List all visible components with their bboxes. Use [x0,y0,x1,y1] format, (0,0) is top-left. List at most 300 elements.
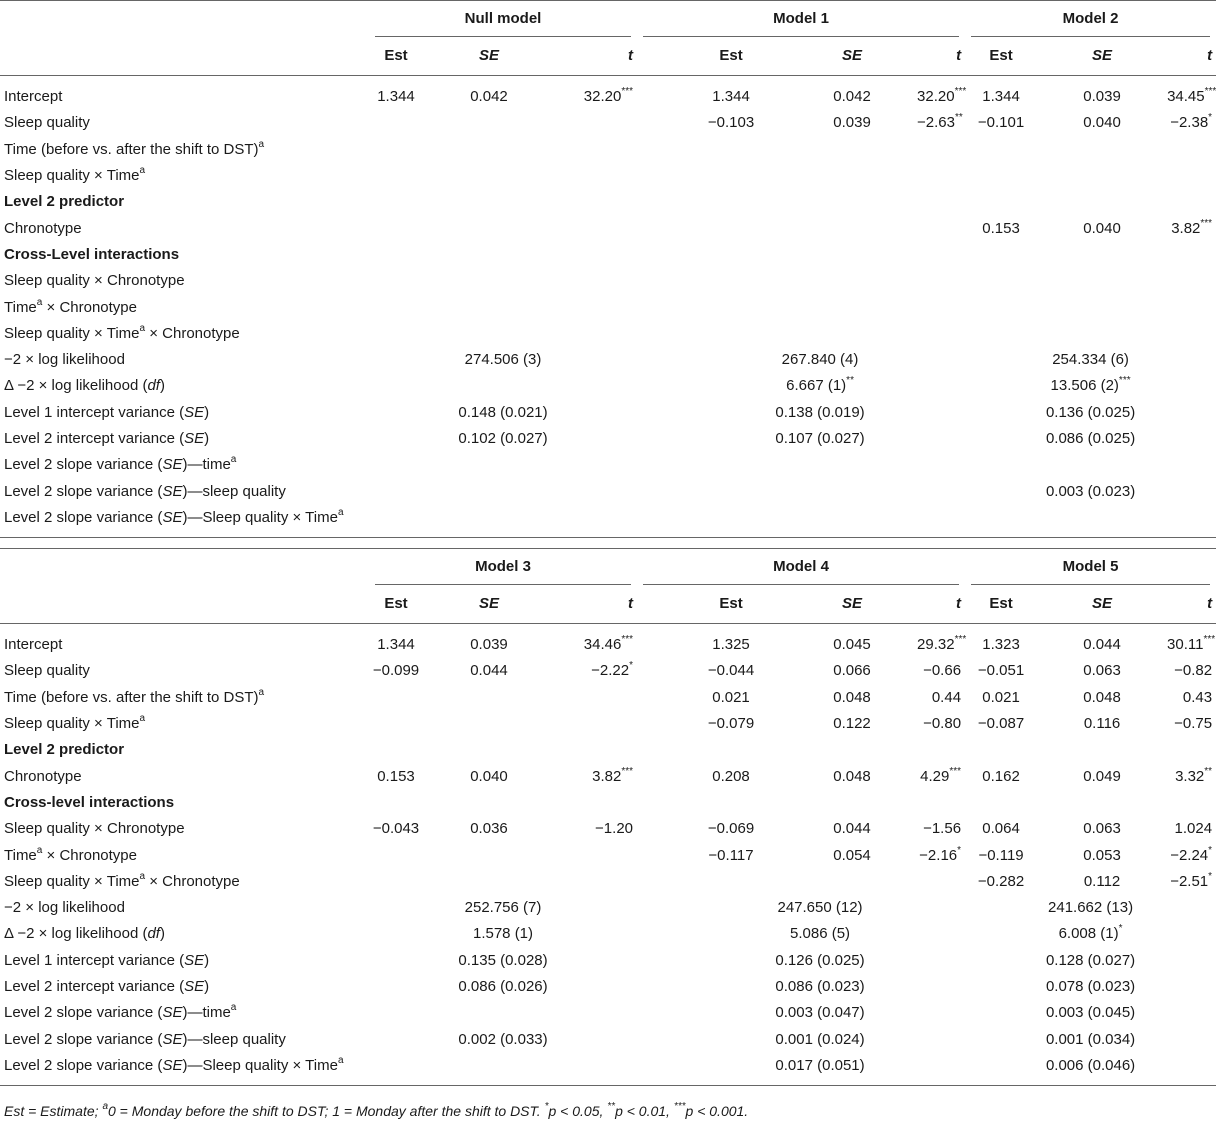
t-value [555,294,637,320]
t-value [917,790,965,816]
se-value [423,685,555,711]
t-value [1167,842,1216,868]
row-label-text: Level 2 intercept variance ( [4,978,185,995]
significance-marker: ** [1204,765,1213,777]
row-label-text: Sleep quality × Time [4,872,140,890]
t-value [1167,189,1216,215]
est-value [675,137,787,163]
model-heading-rule [643,36,959,37]
gap-cell [637,816,675,842]
est-value: 0.208 [712,767,750,785]
fit-value [675,505,965,531]
est-value: 1.344 [712,88,750,106]
row-label [0,685,369,711]
row-label-text: Level 2 intercept variance ( [4,430,185,447]
fit-value-text: 254.334 (6) [1052,351,1129,369]
t-value [917,163,965,189]
est-value: 0.064 [982,820,1020,838]
gap-cell [637,842,675,868]
table-row [0,790,1216,816]
row-label [0,869,369,895]
gap-cell [637,110,675,136]
se-value [423,137,555,163]
t-value [1167,658,1216,684]
table-row [0,110,1216,136]
se-value [423,737,555,763]
fit-value-text: 0.102 (0.027) [458,430,548,447]
col-est: Est [965,37,1037,76]
t-value [1167,685,1216,711]
t-value [555,321,637,347]
model-heading-label: Model 2 [1062,10,1119,27]
t-value [1167,321,1216,347]
footnote-marker: a [230,454,237,466]
row-label [0,737,369,763]
fit-value-text: 6.667 (1) [786,377,847,395]
row-label [0,321,369,347]
gap-cell [637,658,675,684]
t-value [1167,869,1216,895]
fit-value [369,347,637,373]
t-value [555,842,637,868]
t-value [917,632,965,658]
t-value-text: −0.82 [1174,662,1213,680]
est-value: −0.044 [707,662,755,680]
gap-cell [637,84,675,110]
t-value-text: −2.24 [1170,846,1209,864]
t-value-text: −2.63 [917,114,955,132]
table-row [0,400,1216,426]
t-value [1167,737,1216,763]
fit-value-text: 252.756 (7) [464,899,542,917]
row-label-end: ) [204,430,210,447]
model-heading-label: Model 1 [773,10,829,27]
corner-cell [0,37,369,76]
row-label-end: ) [159,925,165,943]
fit-value-text: 5.086 (5) [790,925,851,943]
fit-value [675,452,965,478]
fit-value-text: 0.006 (0.046) [1045,1056,1136,1074]
gap-cell [637,948,675,974]
est-value: −0.087 [977,715,1025,733]
gap-cell [637,632,675,658]
fit-value-text: 0.126 (0.025) [775,951,865,969]
se-value [1037,163,1167,189]
significance-marker: *** [1118,375,1131,387]
t-value [1167,215,1216,241]
fit-value [965,974,1216,1000]
se-value: 0.063 [1083,820,1121,838]
row-label-text: Time (before vs. after the shift to DST) [4,140,259,158]
est-value [965,189,1037,215]
est-value: −0.282 [977,872,1025,890]
row-label-text: Cross-level interactions [4,793,175,811]
est-value [965,790,1037,816]
gap-cell [637,189,675,215]
row-label-text: Sleep quality [4,114,90,132]
se-value [787,242,917,268]
row-label-end: )—time [182,456,231,474]
est-value: −0.079 [707,715,755,733]
fit-value [675,1000,965,1026]
row-label-italic: df [147,377,160,395]
t-value-text: −0.80 [923,715,962,733]
row-label-italic: SE [162,1056,183,1074]
table-row [0,478,1216,504]
fit-value-text: 0.003 (0.023) [1045,482,1136,500]
fit-value [369,948,637,974]
row-label-text: Sleep quality × Chronotype [4,272,185,290]
row-label-text: Sleep quality × Chronotype [4,820,185,838]
est-value: −0.101 [977,114,1025,132]
footnote-marker: a [36,844,43,856]
fit-value-text: 0.003 (0.047) [775,1004,865,1022]
t-value-text: 4.29 [920,767,950,785]
corner-cell [0,585,369,624]
row-label-text: Time [4,298,37,316]
est-value: 1.325 [712,636,750,654]
se-value [423,110,555,136]
est-value [675,242,787,268]
row-label-text: Level 2 predictor [4,741,125,759]
t-value [1167,790,1216,816]
fit-value-text: 0.086 (0.026) [458,978,548,995]
col-est: Est [965,585,1037,624]
est-value: 1.344 [377,88,415,106]
t-value [555,268,637,294]
se-value: 0.054 [833,846,871,864]
fit-value [675,974,965,1000]
fit-value [675,1026,965,1052]
table-row [0,685,1216,711]
table-row [0,632,1216,658]
se-value [787,189,917,215]
se-value [787,268,917,294]
row-label-suffix: × Chronotype [42,298,137,316]
row-label-text: Level 2 slope variance ( [4,456,163,474]
t-value [555,869,637,895]
se-value [423,294,555,320]
model-heading-label: Model 3 [475,558,531,575]
fit-value [369,426,637,452]
row-label-text: Level 2 predictor [4,193,125,211]
row-label [0,790,369,816]
t-value-text: 0.44 [931,688,962,706]
row-label-italic: SE [162,1004,183,1022]
significance-marker: * [1208,870,1213,882]
t-value [555,242,637,268]
table-row [0,948,1216,974]
est-value: −0.117 [708,846,754,864]
se-value: 0.036 [470,820,508,838]
fit-value [965,478,1216,504]
row-label-italic: SE [184,403,205,421]
significance-marker: *** [954,86,967,98]
model-heading-rule [971,36,1210,37]
table-row [0,869,1216,895]
col-t: t [1167,37,1216,76]
se-value [1037,321,1167,347]
t-value [1167,632,1216,658]
row-label-text: Sleep quality × Time [4,715,140,733]
t-value-text: −0.75 [1174,715,1213,733]
se-value: 0.044 [1083,636,1121,654]
t-value [917,737,965,763]
est-value [675,215,787,241]
est-value [369,869,423,895]
row-label-text: Level 2 slope variance ( [4,508,163,526]
significance-marker: ** [846,375,854,387]
t-value-text: −2.38 [1170,114,1209,132]
fit-value [965,452,1216,478]
row-label-end: )—Sleep quality × Time [182,508,338,526]
model-heading [965,549,1216,586]
est-value: 1.344 [982,88,1020,106]
fit-value-text: 0.135 (0.028) [458,951,548,969]
est-value: 1.323 [982,636,1020,654]
t-value-text: 3.82 [1171,219,1201,237]
col-se: SE [1037,37,1167,76]
significance-marker: *** [621,765,634,777]
se-value [787,163,917,189]
table1-body [0,84,1216,538]
fit-value [965,948,1216,974]
model-heading [637,1,965,38]
t-value [1167,137,1216,163]
row-label-text: Sleep quality × Time [4,324,140,342]
fit-value-text: 0.148 (0.021) [458,403,548,421]
fit-value-text: 1.578 (1) [472,925,534,943]
t-value-text: 0.43 [1182,688,1213,706]
row-label-text: Time [4,846,37,864]
t-value [917,294,965,320]
row-label [0,163,369,189]
fit-value-text: 247.650 (12) [777,899,863,917]
significance-marker: *** [949,765,962,777]
est-value [369,790,423,816]
footnote-marker: a [230,1002,237,1014]
t-value-text: 32.20 [583,88,622,106]
model-heading-rule [375,584,631,585]
col-t: t [917,37,965,76]
bottom-rule [0,531,1216,538]
table-row [0,1053,1216,1079]
fit-value [369,373,637,399]
results-table-part2 [0,548,1216,1086]
model-heading-label: Null model [464,10,542,27]
footnote-marker: a [258,686,265,698]
est-value [675,163,787,189]
col-t: t [917,585,965,624]
fit-value-text: 13.506 (2) [1050,377,1119,395]
row-label [0,763,369,789]
se-value [423,268,555,294]
t-value-text: 32.20 [917,88,955,106]
gap-cell [637,426,675,452]
footnote-marker: a [139,713,146,725]
gap-cell [637,1053,675,1079]
se-value: 0.039 [833,114,871,132]
col-se: SE [423,585,555,624]
fit-value [369,974,637,1000]
est-value [369,842,423,868]
est-value [965,242,1037,268]
row-label-italic: SE [184,978,205,995]
model-heading [965,1,1216,38]
est-value [369,268,423,294]
model-heading-label: Model 5 [1062,558,1119,575]
t-value [917,763,965,789]
fit-value [675,373,965,399]
t-value [917,321,965,347]
t-value-text: 34.46 [583,636,622,654]
fit-value [369,1026,637,1052]
est-value [369,215,423,241]
table-row [0,373,1216,399]
footnote-marker: a [139,165,146,177]
est-value [675,294,787,320]
se-value: 0.044 [833,820,871,838]
t-value [917,84,965,110]
t-value [1167,294,1216,320]
gap-cell [637,505,675,531]
table-row [0,347,1216,373]
model-heading [369,549,637,586]
se-value [1037,242,1167,268]
row-label-text: Level 1 intercept variance ( [4,951,185,969]
row-label-end: )—sleep quality [182,482,286,500]
fit-value [369,1053,637,1079]
row-label-text: Level 1 intercept variance ( [4,403,185,421]
gap-cell [637,869,675,895]
gap-cell [637,790,675,816]
model-heading-rule [643,584,959,585]
fit-value-text: 0.107 (0.027) [775,430,865,447]
t-value [555,163,637,189]
t-value [917,242,965,268]
se-value: 0.045 [833,636,871,654]
fit-value [965,1053,1216,1079]
se-value [787,215,917,241]
fit-value [369,1000,637,1026]
col-est: Est [675,585,787,624]
est-value [675,268,787,294]
t-value-text: −2.16 [919,846,958,864]
fit-value-text: 0.136 (0.025) [1045,403,1136,421]
t-value-text: 30.11 [1167,636,1204,654]
t-value [555,790,637,816]
significance-marker: * [629,660,634,672]
table2-body [0,632,1216,1086]
row-label-italic: SE [184,430,205,447]
table-row [0,1000,1216,1026]
row-label [0,189,369,215]
row-label-end: )—Sleep quality × Time [182,1056,338,1074]
t-value [917,658,965,684]
gap-cell [637,268,675,294]
row-label [0,974,369,1000]
row-label [0,426,369,452]
row-label [0,1026,369,1052]
se-value [1037,294,1167,320]
table-row [0,816,1216,842]
fit-value [675,1053,965,1079]
se-value: 0.042 [470,88,508,106]
row-label-text: Intercept [4,88,63,106]
gap-cell [637,737,675,763]
row-label [0,400,369,426]
table-row [0,189,1216,215]
row-label-text: Sleep quality × Time [4,167,140,185]
significance-marker: * [957,844,962,856]
t-value-text: 34.45 [1167,88,1205,106]
t-value [917,869,965,895]
model-header-row [0,549,1216,586]
spacer-row [0,76,1216,85]
spacer-cell [0,624,1216,633]
significance-marker: ** [955,112,963,124]
row-label-text: Δ −2 × log likelihood ( [4,925,148,943]
table-row [0,321,1216,347]
row-label [0,895,369,921]
gap-cell [637,137,675,163]
fit-value [965,1026,1216,1052]
col-se: SE [423,37,555,76]
significance-marker: * [1208,112,1213,124]
table-row [0,1026,1216,1052]
row-label-text: Level 2 slope variance ( [4,1056,163,1074]
se-value: 0.040 [1083,114,1121,132]
fit-value-text: 0.003 (0.045) [1045,1004,1136,1022]
row-label-text: Level 2 slope variance ( [4,1004,163,1022]
fit-value [965,895,1216,921]
t-value [555,137,637,163]
row-label [0,347,369,373]
se-value: 0.040 [470,767,508,785]
table-row [0,137,1216,163]
row-label-text: Level 2 slope variance ( [4,482,163,500]
se-value: 0.039 [470,636,508,654]
se-value [1037,737,1167,763]
gap-cell [637,685,675,711]
table-row [0,452,1216,478]
row-label [0,505,369,531]
row-label-end: ) [204,951,210,969]
est-value [369,685,423,711]
row-label-end: )—time [182,1004,231,1022]
table-row [0,426,1216,452]
row-label [0,711,369,737]
fit-value [675,426,965,452]
est-value [369,137,423,163]
row-label-text: Cross-Level interactions [4,245,180,263]
row-label [0,842,369,868]
t-value [1167,163,1216,189]
est-value: −0.069 [707,820,755,838]
t-value [1167,816,1216,842]
gap-cell [637,215,675,241]
gap-cell [637,921,675,947]
gap-cell [637,1000,675,1026]
row-label [0,658,369,684]
table-row [0,163,1216,189]
table-footnote: Est = Estimate; $^a$0 = Monday before the shift to DST; 1 = Monday after the shift to DST. *p < 0.05, **p < 0.01, ***p < 0.001. [4,1101,749,1119]
row-label [0,215,369,241]
se-value [1037,137,1167,163]
row-label [0,242,369,268]
table-row [0,294,1216,320]
est-value: 0.021 [712,688,750,706]
